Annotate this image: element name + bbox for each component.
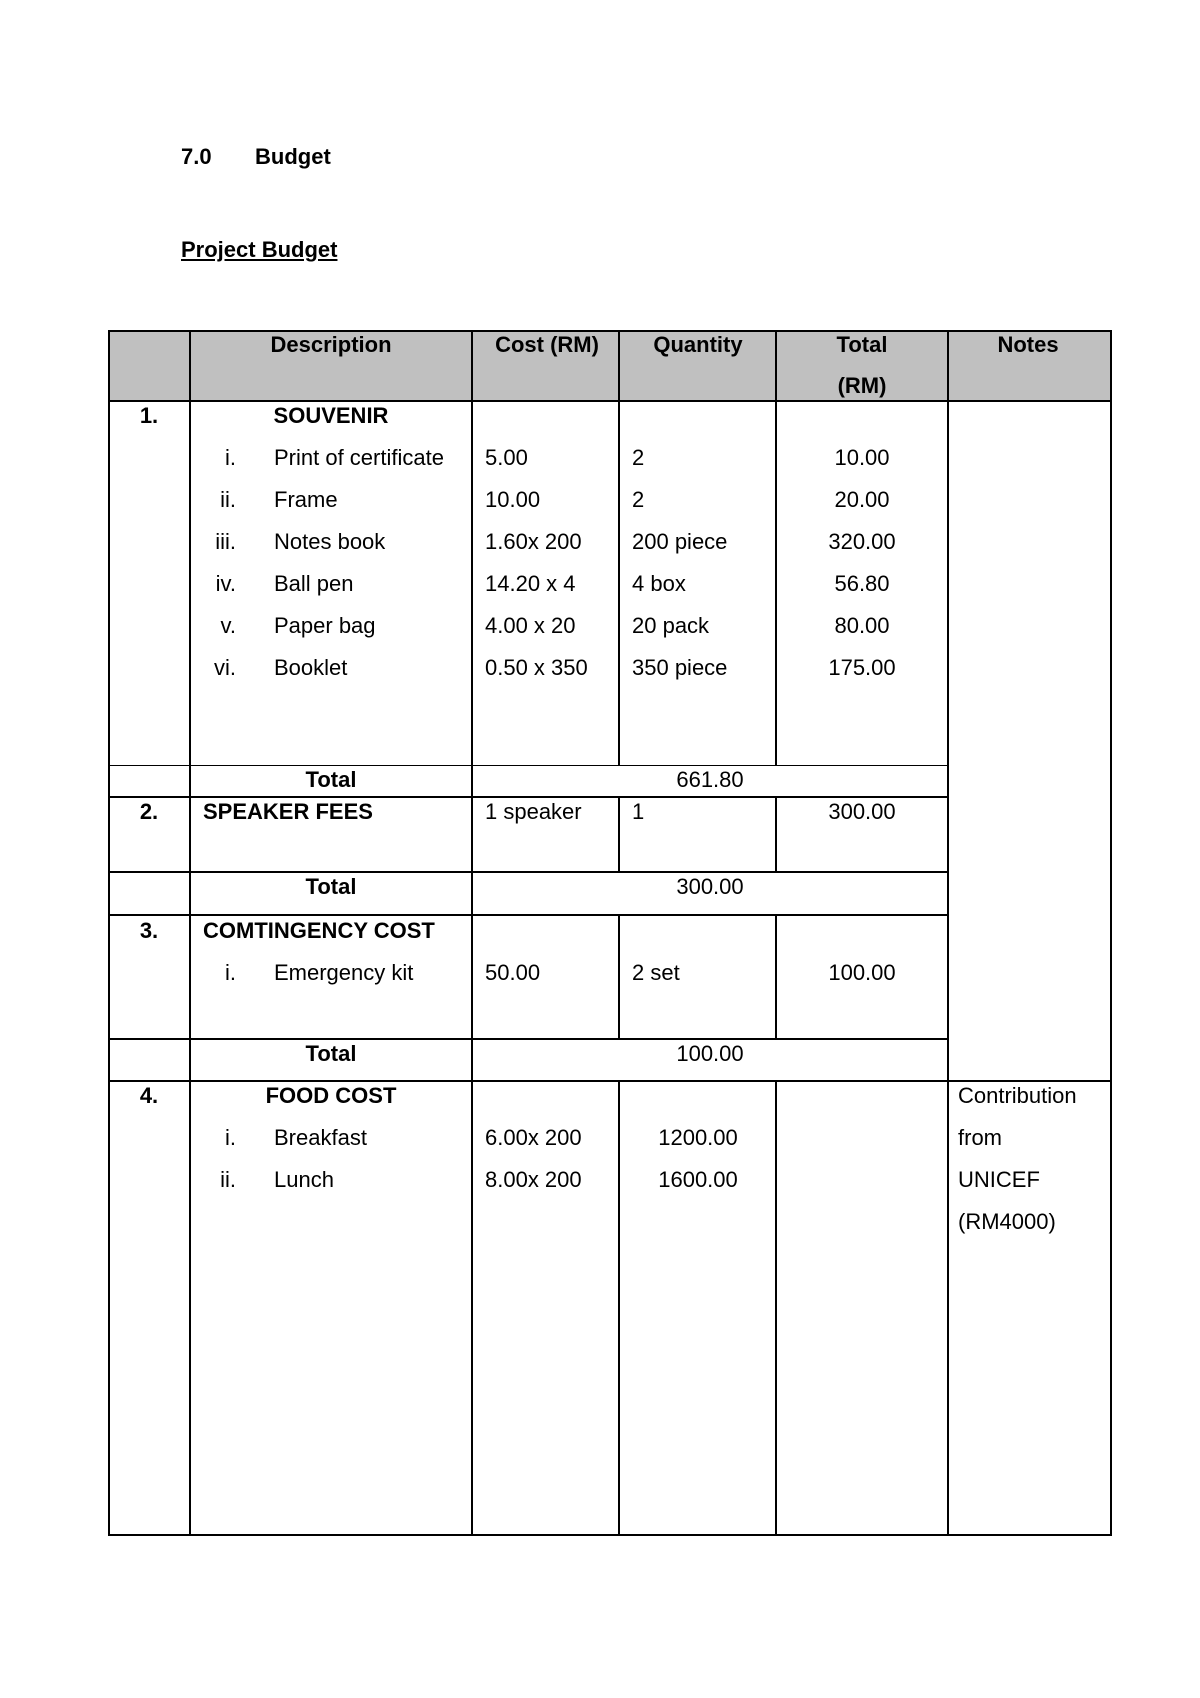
item-cost: 1.60x 200	[485, 529, 582, 554]
item-numeral: ii.	[220, 1167, 236, 1192]
section-number: 2.	[139, 799, 159, 824]
col-line	[775, 1080, 777, 1536]
section-number: 1.	[139, 403, 159, 428]
item-numeral: vi.	[214, 655, 236, 680]
row-line	[108, 914, 949, 916]
item-cost: 4.00 x 20	[485, 613, 576, 638]
table-border-bottom	[108, 1534, 1112, 1536]
budget-table	[108, 330, 1112, 1536]
header-row-background	[108, 330, 1112, 402]
item-quantity: 1600.00	[658, 1167, 738, 1192]
item-total: 100.00	[828, 960, 896, 985]
item-total: 80.00	[834, 613, 890, 638]
header-description: Description	[270, 332, 392, 357]
table-border-right	[1110, 330, 1112, 1536]
row-line	[108, 765, 949, 766]
subtotal-label: Total	[305, 874, 357, 899]
item-quantity: 4 box	[632, 571, 686, 596]
item-description: Paper bag	[274, 613, 376, 638]
item-quantity: 350 piece	[632, 655, 728, 680]
item-total: 320.00	[828, 529, 896, 554]
section-heading	[181, 144, 331, 170]
item-cost: 14.20 x 4	[485, 571, 576, 596]
item-cost: 0.50 x 350	[485, 655, 588, 680]
section-title: SOUVENIR	[273, 403, 389, 428]
item-quantity: 1	[632, 799, 645, 824]
header-quantity: Quantity	[653, 332, 743, 357]
item-quantity: 1200.00	[658, 1125, 738, 1150]
item-description: Notes book	[274, 529, 386, 554]
notes-line: from	[958, 1125, 1002, 1150]
item-description: Frame	[274, 487, 338, 512]
item-description: Ball pen	[274, 571, 354, 596]
item-description: Booklet	[274, 655, 348, 680]
item-total: 56.80	[834, 571, 890, 596]
section-title: SPEAKER FEES	[203, 799, 373, 824]
header-bottom-line	[108, 400, 1112, 402]
notes-line: (RM4000)	[958, 1209, 1056, 1234]
item-quantity: 20 pack	[632, 613, 710, 638]
item-numeral: ii.	[220, 487, 236, 512]
item-description: Emergency kit	[274, 960, 414, 985]
item-cost: 10.00	[485, 487, 541, 512]
item-cost: 6.00x 200	[485, 1125, 582, 1150]
item-numeral: iv.	[215, 571, 236, 596]
notes-line: Contribution	[958, 1083, 1077, 1108]
item-total: 10.00	[834, 445, 890, 470]
header-cost: Cost (RM)	[495, 332, 599, 357]
col-line	[618, 796, 620, 872]
item-numeral: i.	[225, 1125, 236, 1150]
subtotal-value: 300.00	[676, 874, 744, 899]
col-line	[618, 914, 620, 1039]
row-line	[108, 871, 949, 873]
section-title: Budget	[255, 144, 331, 169]
subtotal-value: 100.00	[676, 1041, 744, 1066]
item-cost: 5.00	[485, 445, 528, 470]
item-numeral: i.	[225, 960, 236, 985]
header-total: Total	[836, 332, 888, 357]
subtotal-value: 661.80	[676, 767, 744, 792]
item-cost: 1 speaker	[485, 799, 582, 824]
header-total-unit: (RM)	[837, 373, 887, 398]
col-line	[775, 330, 777, 766]
header-notes: Notes	[997, 332, 1059, 357]
item-quantity: 2	[632, 445, 645, 470]
section-number: 4.	[139, 1083, 159, 1108]
item-cost: 8.00x 200	[485, 1167, 582, 1192]
item-quantity: 2 set	[632, 960, 680, 985]
subtotal-label: Total	[305, 767, 357, 792]
col-line	[618, 330, 620, 766]
item-total: 20.00	[834, 487, 890, 512]
item-description: Breakfast	[274, 1125, 367, 1150]
table-border-left	[108, 330, 110, 1536]
item-numeral: iii.	[215, 529, 236, 554]
item-description: Print of certificate	[274, 445, 444, 470]
row-line	[108, 796, 949, 798]
col-line	[775, 914, 777, 1039]
item-quantity: 200 piece	[632, 529, 728, 554]
col-line	[947, 330, 949, 1536]
col-line	[775, 796, 777, 872]
item-numeral: i.	[225, 445, 236, 470]
row-line	[108, 1080, 1112, 1082]
section-title: FOOD COST	[265, 1083, 397, 1108]
subtotal-label: Total	[305, 1041, 357, 1066]
section-number: 7.0	[181, 144, 212, 169]
item-total: 300.00	[828, 799, 896, 824]
section-number: 3.	[139, 918, 159, 943]
col-line	[471, 330, 473, 1536]
col-line	[189, 330, 191, 1536]
row-line	[108, 1038, 949, 1040]
item-description: Lunch	[274, 1167, 334, 1192]
item-quantity: 2	[632, 487, 645, 512]
item-numeral: v.	[220, 613, 236, 638]
col-line	[618, 1080, 620, 1536]
item-total: 175.00	[828, 655, 896, 680]
table-border-top	[108, 330, 1112, 332]
notes-line: UNICEF	[958, 1167, 1040, 1192]
section-title: COMTINGENCY COST	[203, 918, 435, 943]
project-budget-subtitle: Project Budget	[181, 237, 338, 262]
item-cost: 50.00	[485, 960, 541, 985]
